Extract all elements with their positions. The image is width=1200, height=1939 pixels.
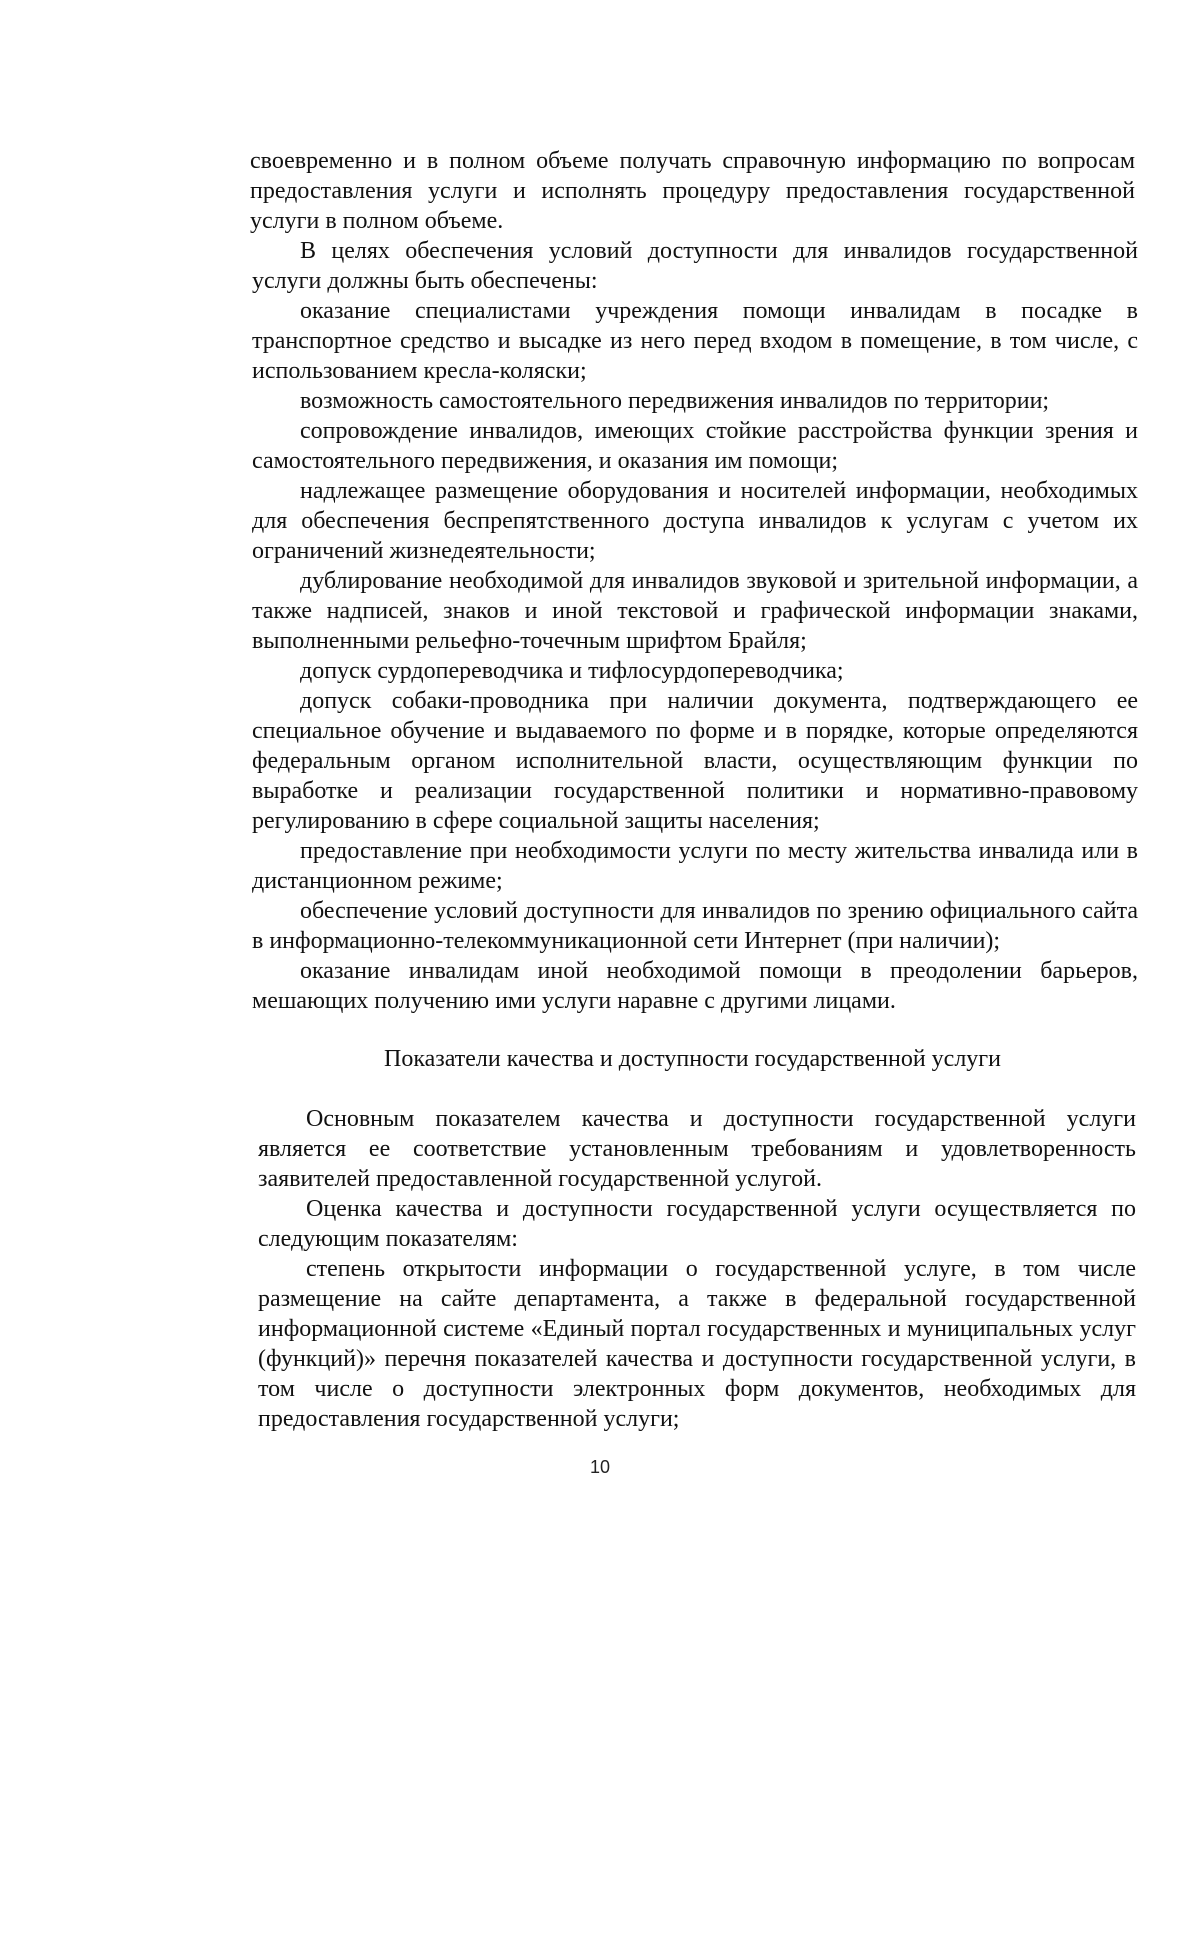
quality-paragraph-1: Основным показателем качества и доступности государственной услуги является ее соответствие установленным требованиям и удовлетворенность заявителей предоставленной государственной услугой. [258, 1106, 1136, 1192]
accessibility-item: предоставление при необходимости услуги по месту жительства инвалида или в дистанционном режиме; [252, 838, 1138, 894]
accessibility-section [252, 236, 1138, 1016]
section-heading: Показатели качества и доступности государственной услуги [384, 1046, 1001, 1072]
quality-paragraph-2: Оценка качества и доступности государственной услуги осуществляется по следующим показателям: [258, 1196, 1136, 1252]
page-number: 10 [589, 1457, 611, 1477]
accessibility-item: сопровождение инвалидов, имеющих стойкие расстройства функции зрения и самостоятельного передвижения, и оказания им помощи; [252, 418, 1138, 474]
quality-item: степень открытости информации о государственной услуге, в том числе размещение на сайте департамента, а также в федеральной государственной информационной системе «Единый портал государственных и муниципальных услуг (функций)» перечня показателей качества и доступности государственной услуги, в том числе о доступности электронных форм документов, необходимых для предоставления государственной услуги; [258, 1256, 1136, 1432]
accessibility-item: допуск собаки-проводника при наличии документа, подтверждающего ее специальное обучение и выдаваемого по форме и в порядке, которые определяются федеральным органом исполнительной власти, осуществляющим функции по выработке и реализации государственной политики и нормативно-правовому регулированию в сфере социальной защиты населения; [252, 688, 1138, 834]
accessibility-item: дублирование необходимой для инвалидов звуковой и зрительной информации, а также надписей, знаков и иной текстовой и графической информации знаками, выполненными рельефно-точечным шрифтом Брайля; [252, 568, 1138, 654]
accessibility-item: надлежащее размещение оборудования и носителей информации, необходимых для обеспечения беспрепятственного доступа инвалидов к услугам с учетом их ограничений жизнедеятельности; [252, 478, 1138, 564]
quality-section [258, 1104, 1136, 1434]
accessibility-item: оказание специалистами учреждения помощи инвалидам в посадке в транспортное средство и высадке из него перед входом в помещение, в том числе, с использованием кресла-коляски; [252, 298, 1138, 384]
text-block-top [250, 146, 1135, 236]
accessibility-item: обеспечение условий доступности для инвалидов по зрению официального сайта в информационно-телекоммуникационной сети Интернет (при наличии); [252, 898, 1138, 954]
accessibility-intro-paragraph: В целях обеспечения условий доступности для инвалидов государственной услуги должны быть обеспечены: [252, 238, 1138, 294]
accessibility-item: возможность самостоятельного передвижения инвалидов по территории; [300, 388, 1050, 414]
intro-paragraph: своевременно и в полном объеме получать справочную информацию по вопросам предоставления услуги и исполнять процедуру предоставления государственной услуги в полном объеме. [250, 148, 1135, 234]
accessibility-item: оказание инвалидам иной необходимой помощи в преодолении барьеров, мешающих получению ими услуги наравне с другими лицами. [252, 958, 1138, 1014]
accessibility-item: допуск сурдопереводчика и тифлосурдопереводчика; [300, 658, 844, 684]
